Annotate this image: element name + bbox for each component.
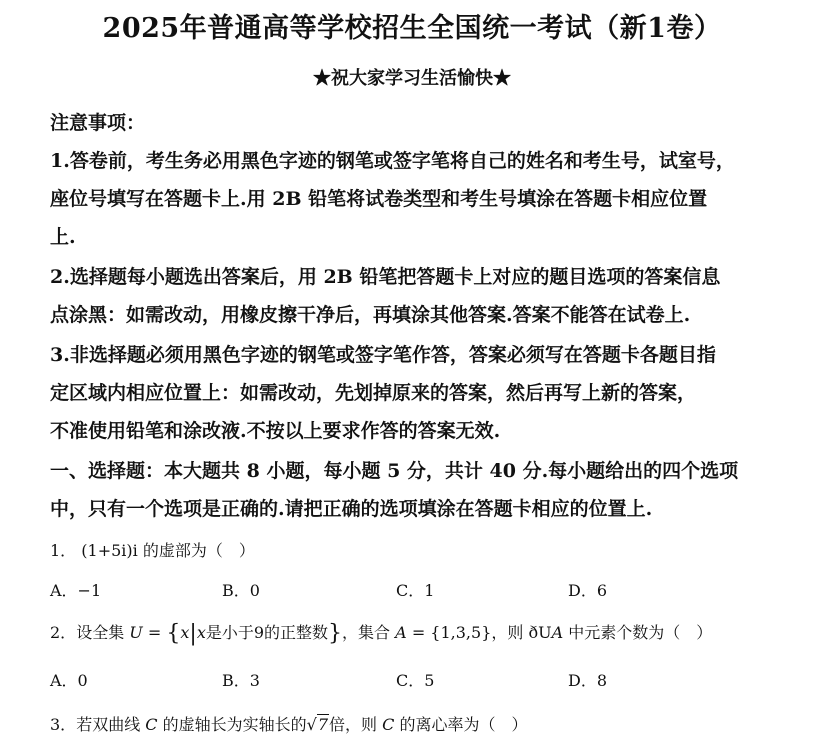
question-2-option-d: D．8 xyxy=(568,671,608,690)
question-2-prefix: 设全集 xyxy=(76,623,125,642)
exam-subtitle: ★祝大家学习生活愉快★ xyxy=(313,68,511,89)
question-2-right-brace: } xyxy=(328,621,343,646)
question-3-radicand: 7 xyxy=(317,715,329,734)
section1-line-2: 中，只有一个选项是正确的.请把正确的选项填涂在答题卡相应的位置上. xyxy=(50,498,653,520)
question-2-option-c: C．5 xyxy=(396,671,435,690)
notice-line-2: 座位号填写在答题卡上.用 2B 铅笔将试卷类型和考生号填涂在答题卡相应位置 xyxy=(50,188,708,210)
question-1 xyxy=(50,538,255,561)
question-2-mid: ，集合 xyxy=(342,623,391,642)
question-2-number: 2． xyxy=(50,623,77,642)
question-2-equals: = xyxy=(147,623,162,642)
question-3-mid2: 倍，则 xyxy=(329,715,378,734)
question-2-after: ，则 xyxy=(491,623,524,642)
question-2 xyxy=(50,620,712,646)
question-1-option-b: B．0 xyxy=(222,581,260,600)
question-2-universal-set: U xyxy=(129,623,143,642)
question-1-expression: (1+5i)i xyxy=(81,541,138,560)
sqrt-icon: √7 xyxy=(306,715,329,734)
notice-line-8: 不准使用铅笔和涂改液.不按以上要求作答的答案无效. xyxy=(50,420,501,442)
notice-line-3: 上. xyxy=(50,226,76,248)
question-2-var-x2: x xyxy=(196,623,206,642)
notice-line-1: 1.答卷前，考生务必用黑色字迹的钢笔或签字笔将自己的姓名和考生号，试室号， xyxy=(50,150,735,172)
question-3-number: 3． xyxy=(50,715,77,734)
question-2-bar: | xyxy=(189,621,197,646)
notice-line-7: 定区域内相应位置上：如需改动，先划掉原来的答案，然后再写上新的答案， xyxy=(50,382,697,404)
exam-title: 2025年普通高等学校招生全国统一考试（新1卷） xyxy=(102,13,722,44)
question-3-curve-c: C xyxy=(145,715,158,734)
question-2-var-x: x xyxy=(180,623,190,642)
question-3-prefix: 若双曲线 xyxy=(76,715,141,734)
question-1-text: 的虚部为（ ） xyxy=(142,541,255,560)
notice-heading: 注意事项： xyxy=(50,112,146,134)
question-1-option-c: C．1 xyxy=(396,581,435,600)
question-2-tail: 中元素个数为（ ） xyxy=(568,623,713,642)
question-2-set-a2: A xyxy=(551,623,564,642)
question-2-set-a-value: = {1,3,5} xyxy=(411,623,492,642)
question-2-option-a: A．0 xyxy=(50,671,88,690)
question-2-condition: 是小于9的正整数 xyxy=(205,623,329,642)
question-1-number: 1． xyxy=(50,541,77,560)
question-2-left-brace: { xyxy=(166,621,181,646)
question-1-option-a: A．−1 xyxy=(50,581,102,600)
question-3-mid: 的虚轴长为实轴长的 xyxy=(162,715,307,734)
notice-line-4: 2.选择题每小题选出答案后，用 2B 铅笔把答题卡上对应的题目选项的答案信息 xyxy=(50,266,721,288)
question-1-option-d: D．6 xyxy=(568,581,608,600)
question-2-option-b: B．3 xyxy=(222,671,260,690)
notice-line-5: 点涂黑：如需改动，用橡皮擦干净后，再填涂其他答案.答案不能答在试卷上. xyxy=(50,304,691,326)
question-3 xyxy=(50,712,528,735)
question-3-curve-c2: C xyxy=(382,715,395,734)
notice-line-6: 3.非选择题必须用黑色字迹的钢笔或签字笔作答，答案必须写在答题卡各题目指 xyxy=(50,344,716,366)
section1-line-1: 一、选择题：本大题共 8 小题，每小题 5 分，共计 40 分.每小题给出的四个选项 xyxy=(50,460,739,482)
question-2-complement: ðU xyxy=(528,623,552,642)
question-3-tail: 的离心率为（ ） xyxy=(399,715,528,734)
question-2-set-a: A xyxy=(395,623,407,642)
